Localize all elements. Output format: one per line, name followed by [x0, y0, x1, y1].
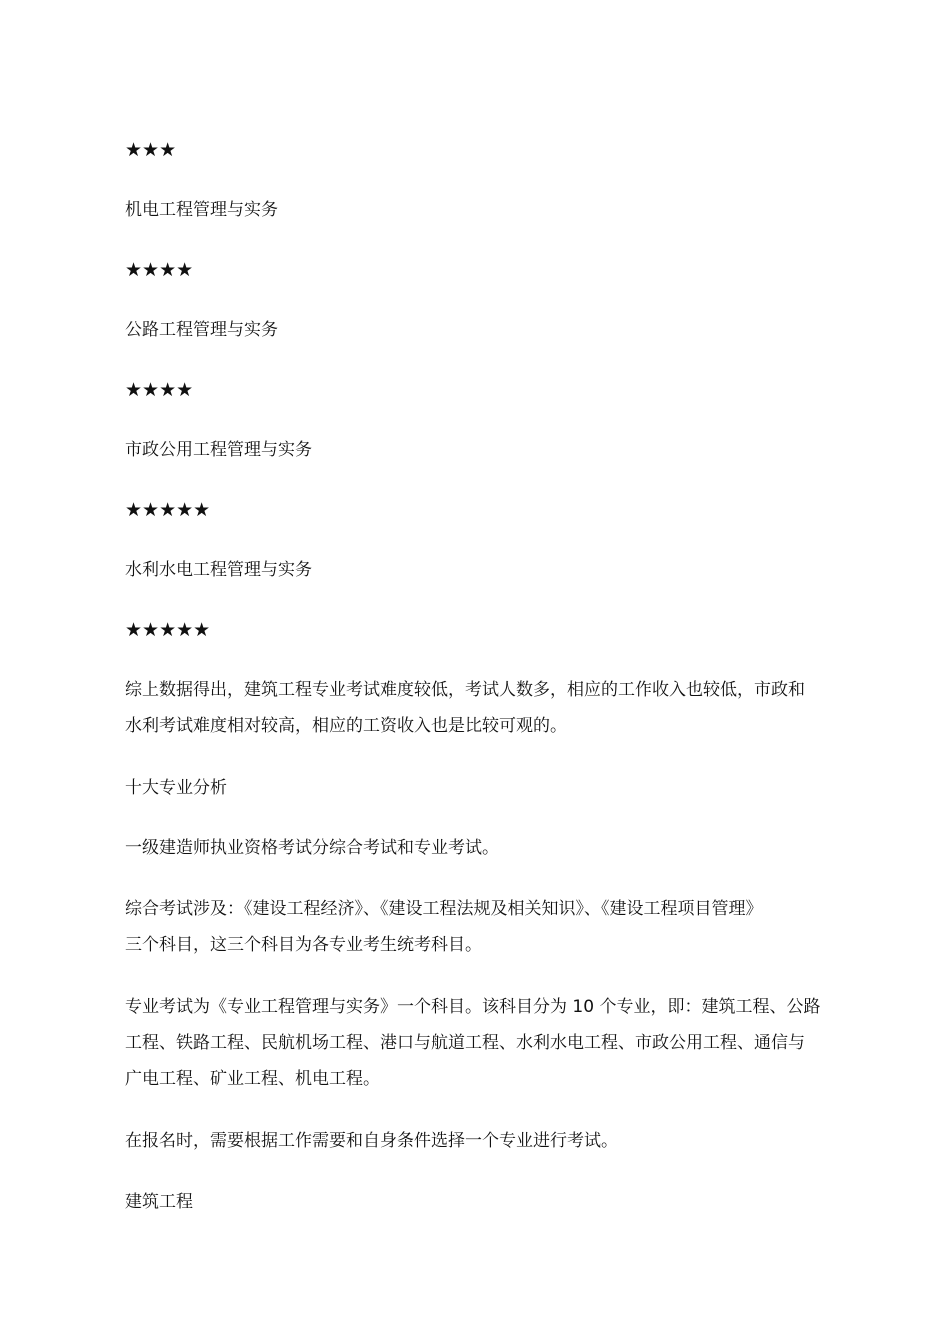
comprehensive-paragraph — [125, 891, 835, 963]
subject-label: 公路工程管理与实务 — [125, 320, 278, 340]
paragraph-line: 工程、铁路工程、民航机场工程、港口与航道工程、水利水电工程、市政公用工程、通信与 — [125, 1033, 805, 1053]
summary-paragraph — [125, 672, 835, 744]
subject-label: 机电工程管理与实务 — [125, 200, 278, 220]
next-heading: 建筑工程 — [125, 1192, 193, 1212]
paragraph-line: 三个科目，这三个科目为各专业考生统考科目。 — [125, 935, 482, 955]
professional-paragraph — [125, 989, 835, 1097]
registration-paragraph: 在报名时，需要根据工作需要和自身条件选择一个专业进行考试。 — [125, 1131, 618, 1151]
intro-paragraph: 一级建造师执业资格考试分综合考试和专业考试。 — [125, 838, 499, 858]
section-title: 十大专业分析 — [125, 778, 227, 798]
rating-stars: ★★★★★ — [125, 499, 211, 521]
subject-label: 水利水电工程管理与实务 — [125, 560, 312, 580]
paragraph-line: 广电工程、矿业工程、机电工程。 — [125, 1069, 380, 1089]
paragraph-line: 综合考试涉及：《建设工程经济》、《建设工程法规及相关知识》、《建设工程项目管理》 — [125, 899, 763, 919]
rating-stars: ★★★★ — [125, 379, 194, 401]
subject-label: 市政公用工程管理与实务 — [125, 440, 312, 460]
paragraph-line: 专业考试为《专业工程管理与实务》一个科目。该科目分为 10 个专业，即：建筑工程、公路 — [125, 997, 821, 1017]
rating-stars: ★★★ — [125, 139, 177, 161]
summary-line: 综上数据得出，建筑工程专业考试难度较低，考试人数多，相应的工作收入也较低，市政和 — [125, 680, 805, 700]
rating-stars: ★★★★ — [125, 259, 194, 281]
summary-line: 水利考试难度相对较高，相应的工资收入也是比较可观的。 — [125, 716, 567, 736]
rating-stars: ★★★★★ — [125, 619, 211, 641]
